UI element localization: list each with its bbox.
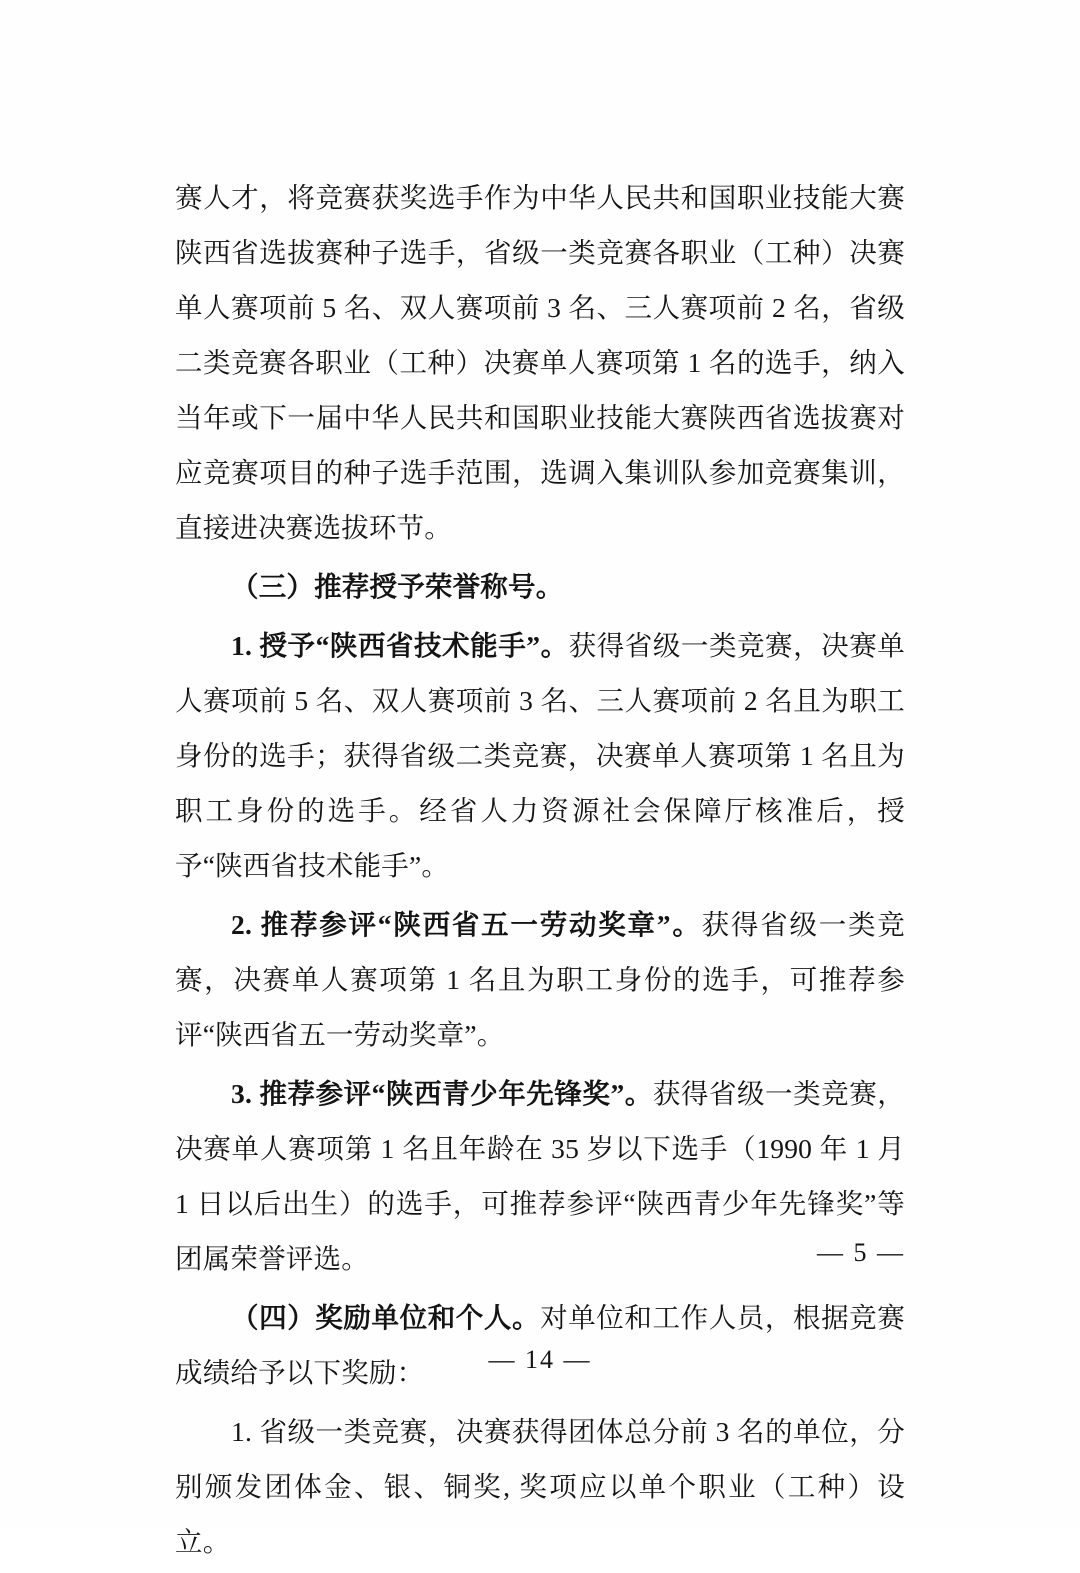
paragraph-text: 获得省级一类竞赛，决赛单人赛项第 1 名且年龄在 35 岁以下选手（1990 年 1 月 1 日以后出生）的选手，可推荐参评“陕西青少年先锋奖”等团属荣誉评选。 — [175, 1078, 905, 1274]
outer-page-number: — 14 — — [488, 1345, 592, 1374]
paragraph-text: 获得省级一类竞赛，决赛单人赛项前 5 名、双人赛项前 3 名、三人赛项前 2 名且为职工身份的选手；获得省级二类竞赛，决赛单人赛项第 1 名且为职工身份的选手。经省人力资源社会保障厅核准后，授予“陕西省技术能手”。 — [175, 630, 905, 881]
paragraph-text: 对单位和工作人员，根据竞赛成绩给予以下奖励： — [175, 1302, 905, 1388]
item-lead: 2. 推荐参评“陕西省五一劳动奖章”。 — [231, 909, 702, 940]
heading-lead: （三）推荐授予荣誉称号。 — [231, 571, 564, 602]
paragraph-text: 1. 省级一类竞赛，决赛获得团体总分前 3 名的单位，分别颁发团体金、银、铜奖, 奖项应以单个职业（工种）设立。 — [175, 1416, 905, 1557]
inner-page-number: — 5 — — [817, 1238, 905, 1267]
item-lead: 3. 推荐参评“陕西青少年先锋奖”。 — [231, 1078, 653, 1109]
item-1-award-title — [175, 618, 905, 893]
paragraph-text: 赛人才，将竞赛获奖选手作为中华人民共和国职业技能大赛陕西省选拔赛种子选手，省级一类竞赛各职业（工种）决赛单人赛项前 5 名、双人赛项前 3 名、三人赛项前 2 名，省级二类竞赛各职业（工种）决赛单人赛项第 1 名的选手，纳入当年或下一届中华人民共和国职业技能大赛陕西省选拔赛对应竞赛项目的种子选手范围，选调入集训队参加竞赛集训，直接进决赛选拔环节。 — [175, 182, 905, 543]
heading-section-three — [175, 559, 905, 614]
heading-lead: （四）奖励单位和个人。 — [231, 1302, 541, 1333]
item-1-team-awards — [175, 1404, 905, 1569]
item-2-labor-medal — [175, 897, 905, 1062]
item-lead: 1. 授予“陕西省技术能手”。 — [231, 630, 569, 661]
paragraph-continuation — [175, 170, 905, 555]
paragraph-text: 获得省级一类竞赛，决赛单人赛项第 1 名且为职工身份的选手，可推荐参评“陕西省五一劳动奖章”。 — [175, 909, 905, 1050]
